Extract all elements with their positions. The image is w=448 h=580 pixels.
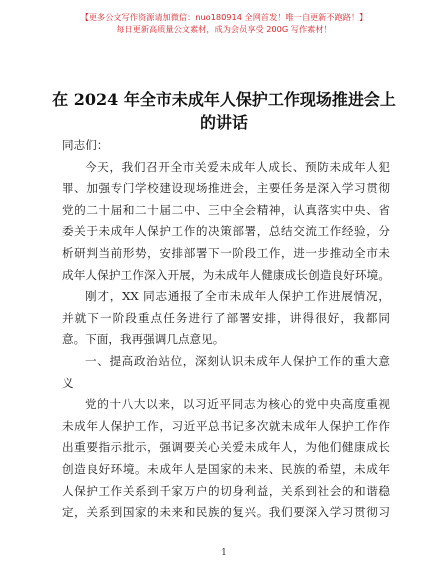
paragraph-1-line: 成年人保护工作深入开展，为未成年人健康成长创造良好环境。 xyxy=(62,267,390,282)
document-title-line-2: 的讲话 xyxy=(199,113,248,132)
paragraph-2-line: 人保护工作关系到千家万户的切身利益，关系到社会的和谐稳 xyxy=(62,483,390,498)
paragraph-1-line: 刚才，XX 同志通报了全市未成年人保护工作进展情况， xyxy=(85,289,390,304)
document-title xyxy=(40,88,408,134)
page-number: 1 xyxy=(221,548,227,558)
paragraph-2-line: 定，关系到国家的未来和民族的复兴。我们要深入学习贯彻习 xyxy=(62,505,390,520)
paragraph-1-line: 党的二十届和二十届二中、三中全会精神，认真落实中央、省 xyxy=(62,202,390,217)
document-title-line-1: 在 2024 年全市未成年人保护工作现场推进会上 xyxy=(52,90,396,109)
paragraph-2-line: 出重要指示批示，强调要关心关爱未成年人，为他们健康成长 xyxy=(62,440,390,455)
section-heading-1-line: 一、提高政治站位，深刻认识未成年人保护工作的重大意 xyxy=(85,353,390,368)
paragraph-2-line: 党的十八大以来，以习近平同志为核心的党中央高度重视 xyxy=(85,397,390,412)
paragraph-1-line: 罪、加强专门学校建设现场推进会，主要任务是深入学习贯彻 xyxy=(62,181,390,196)
paragraph-1-line: 并就下一阶段重点任务进行了部署安排，讲得很好，我都同 xyxy=(62,310,390,325)
document-body xyxy=(62,135,390,524)
paragraph-2-line: 创造良好环境。未成年人是国家的未来、民族的希望，未成年 xyxy=(62,461,390,476)
paragraph-1-line: 意。下面，我再强调几点意见。 xyxy=(62,332,225,347)
paragraph-1-line: 析研判当前形势，安排部署下一阶段工作，进一步推动全市未 xyxy=(62,245,390,260)
promo-banner-line-1: 【更多公文写作资源请加微信：nuo180914 全网首发！唯一自更新不跑路！】 xyxy=(80,12,368,22)
paragraph-2-line: 未成年人保护工作，习近平总书记多次就未成年人保护工作作 xyxy=(62,418,390,433)
promo-banner-line-2: 每日更新高质量公文素材，成为会员享受 200G 写作素材！ xyxy=(116,24,332,34)
section-heading-1-line: 义 xyxy=(62,375,74,390)
paragraph-1-line: 委关于未成年人保护工作的决策部署，总结交流工作经验，分 xyxy=(62,224,390,239)
salutation: 同志们： xyxy=(62,138,109,152)
paragraph-1-line: 今天，我们召开全市关爱未成年人成长、预防未成年人犯 xyxy=(85,159,390,174)
promo-banner xyxy=(0,0,448,35)
